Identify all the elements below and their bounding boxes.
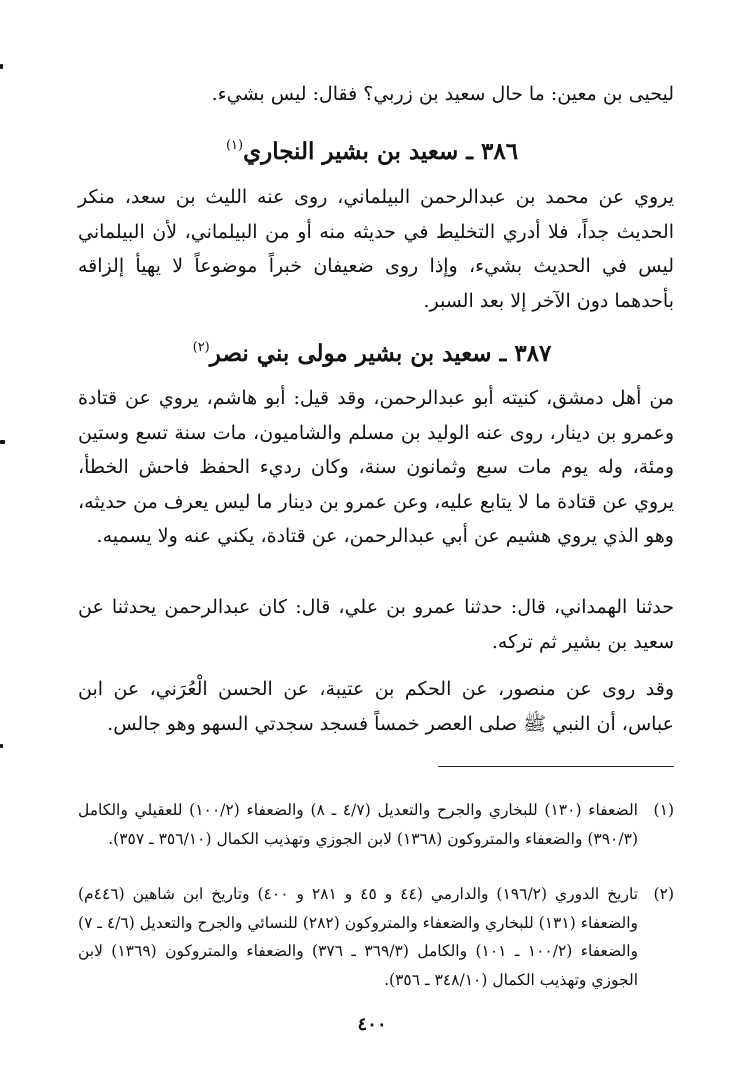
scan-edge-mark-lower [0,744,3,748]
footnote-marker-2: (٢) [192,340,210,355]
scan-edge-mark-top [0,64,3,69]
entry-386-heading [0,138,744,165]
footnote-2-text: تاريخ الدوري (١٩٦/٢) والدارمي (٤٤ و ٤٥ و ٢٨١ و ٤٠٠) وتاريخ ابن شاهين (٤٤٦م) والضعفاء (١٣١) للبخاري والضعفاء والمتروكون (٢٨٢) للنسائي والجرح والتعديل (٤/٦ ـ ٧) والضعفاء (١٠٠/٢ ـ ١٠١) والكامل (٣٦٩/٣ ـ ٣٧٦) والضعفاء والمتروكون (١٣٦٩) لابن الجوزي وتهذيب الكمال (٣٤٨/١٠ ـ ٣٥٦). [78,885,639,989]
footnote-marker-1: (١) [225,138,244,153]
footnote-2-number: (٢) [653,885,674,903]
footnote-2 [78,880,674,994]
entry-386-title: ٣٨٦ ـ سعيد بن بشير النجاري [243,138,519,165]
page-number: ٤٠٠ [357,1014,387,1035]
entry-387-paragraph-2: حدثنا الهمداني، قال: حدثنا عمرو بن علي، قال: كان عبدالرحمن يحدثنا عن سعيد بن بشير ثم تركه. [78,596,674,653]
entry-387-heading [0,340,744,367]
scan-edge-mark-middle [0,440,5,444]
footnote-1-text: الضعفاء (١٣٠) للبخاري والجرح والتعديل (٤/٧ ـ ٨) والضعفاء (١٠٠/٢) للعقيلي والكامل (٣٩٠/٣) والضعفاء والمتروكون (١٣٦٨) لابن الجوزي وتهذيب الكمال (٣٥٦/١٠ ـ ٣٥٧). [78,801,638,848]
entry-386-body: يروي عن محمد بن عبدالرحمن البيلماني، روى عنه الليث بن سعد، منكر الحديث جداً، فلا أدري التخليط في حديثه منه أو من البيلماني، لأن البيلماني ليس في الحديث بشيء، وإذا روى ضعيفان خبراً موضوعاً لا يهيأ إلزاقه بأحدهما دون الآخر إلا بعد السبر. [78,186,674,312]
top-text-line: ليحيى بن معين: ما حال سعيد بن زربي؟ فقال: ليس بشيء. [211,83,674,105]
footnote-1-number: (١) [653,801,674,819]
entry-387-paragraph-1: من أهل دمشق، كنيته أبو عبدالرحمن، وقد قيل: أبو هاشم، يروي عن قتادة وعمرو بن دينار، روى عنه الوليد بن مسلم والشاميون، مات سنة تسع وستين ومئة، وله يوم مات سبع وثمانون سنة، وكان رديء الحفظ فاحش الخطأ، يروي عن قتادة ما لا يتابع عليه، وعن عمرو بن دينار ما ليس يعرف من حديثه، وهو الذي يروي هشيم عن أبي عبدالرحمن، عن قتادة، يكني عنه ولا يسميه. [78,387,674,547]
footnote-separator [438,766,674,767]
footnote-1 [78,796,674,853]
entry-387-title: ٣٨٧ ـ سعيد بن بشير مولى بني نصر [209,340,552,367]
entry-387-paragraph-3: وقد روى عن منصور، عن الحكم بن عتيبة، عن الحسن الْعُرَني، عن ابن عباس، أن النبي ﷺ صلى العصر خمساً فسجد سجدتي السهو وهو جالس. [78,678,674,735]
